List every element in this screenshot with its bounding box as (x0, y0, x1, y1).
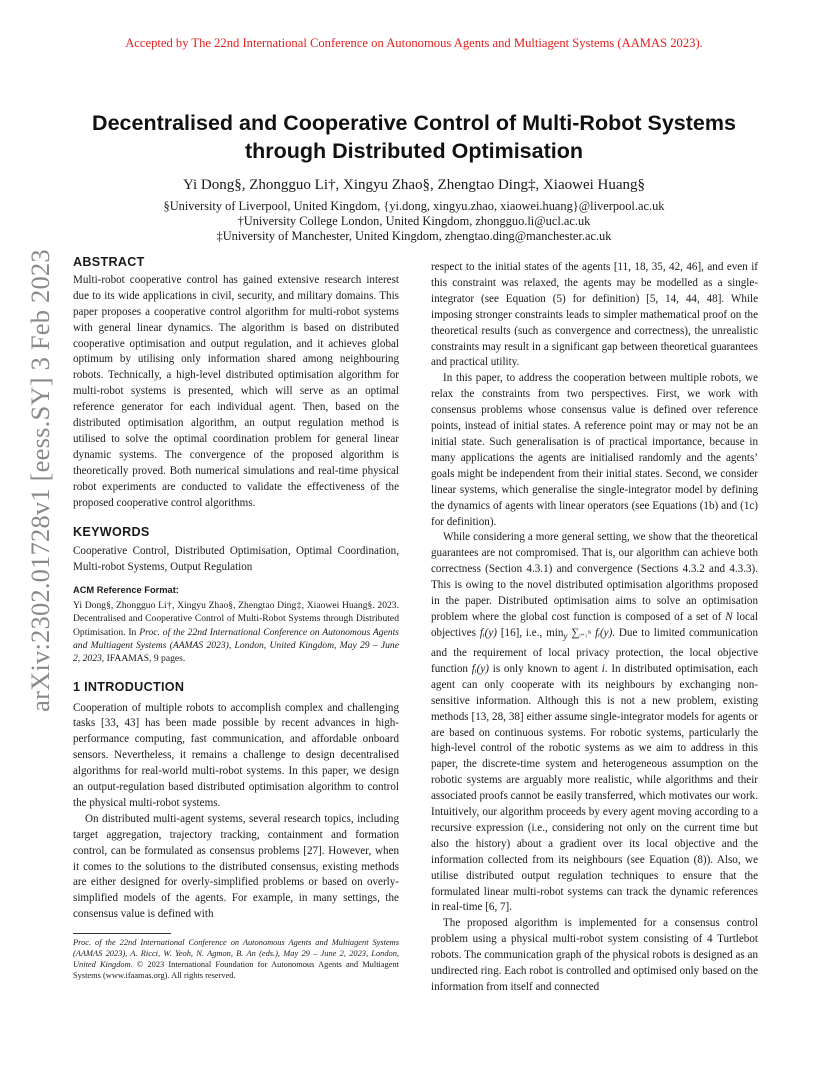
acm-reference-venue: Proc. of the 22nd International Conference on Autonomous Agents and Multiagent Systems (AAMAS 2023), London, United Kingdom, May 29 – June 2, 2023 (73, 626, 399, 665)
math-min-subscript: y (563, 632, 568, 643)
acceptance-banner: Accepted by The 22nd International Conference on Autonomous Agents and Multiagent Systems (AAMAS 2023). (125, 36, 703, 50)
acm-reference-authors: Yi Dong§, Zhongguo Li†, Xingyu Zhao§, Zhengtao Ding‡, Xiaowei Huang§. 2023. Decentralised and Cooperative Control of Multi-Robot Systems through Distributed Optimisation. In (73, 600, 399, 638)
p3-part-e: . Due to limited communication and the requirement of local privacy protection, the local objective function (431, 626, 758, 675)
p3-part-b: local objectives (431, 610, 758, 639)
paper-title (60, 109, 768, 165)
paper-title-line-1: Decentralised and Cooperative Control of Multi-Robot Systems (92, 111, 736, 135)
abstract-heading: ABSTRACT (73, 255, 145, 269)
math-i: i (601, 662, 605, 675)
p3-part-a: While considering a more general setting, we show that the theoretical guarantees are not compromised. That is, our algorithm can achieve both correctness (Section 4.3.1) and convergence (Sections 4.3.2 and 4.3.3). This is owing to the novel distributed optimisation algorithms proposed in the paper. Distributed optimisation aims to solve an optimisation problem where the global cost function is composed of a set of (431, 531, 758, 623)
p3-part-g: . In distributed optimisation, each agent can only cooperate with its neighbours by exchanging non-sensitive information. Although this is not a new problem, existing methods [13, 28, 38] either assume single-integrator models for agents or are based on continuous systems. For robotic systems, particularly the high-level control of the robotic systems as we aim to address in this paper, the discrete-time system and heterogeneous assumption on the robotic systems are arguably more realistic, while algorithms and their associated proofs cannot be easily transferred, which motivates our work. Intuitively, our algorithm proceeds by every agent moving according to a recursive expression (i.e., considering not only on the current time but also the history) about a gradient over its local objective and the information collected from its neighbours (see Equation (8)). Also, we utilise distributed output regulation techniques to ensure that the formulated linear multi-robot systems can track the dynamic references in real-time [6, 7]. (431, 662, 759, 914)
acm-reference-heading: ACM Reference Format: (73, 585, 179, 596)
left-column (73, 255, 399, 981)
keywords-heading: KEYWORDS (73, 524, 150, 539)
intro-paragraph-2: On distributed multi-agent systems, several research topics, including target aggregation, trajectory tracking, containment and formation control, can be formulated as consensus problems [27]. However, when it comes to the solutions to the distributed consensus, existing methods are either designed for overly-simplified problems or based on overly-simplified models of the agents. For example, in many settings, the consensus value is defined with (73, 812, 399, 921)
abstract-text: Multi-robot cooperative control has gained extensive research interest due to its wide applications in civil, security, and military domains. This paper proposes a cooperative control algorithm for multi-robot systems with general linear dynamics. The algorithm is based on distributed cooperative optimisation and output regulation, and it achieves global optimum by utilising only information shared among neighbouring robots. Technically, a high-level distributed optimisation algorithm for multi-robot systems is presented, which will serve as an optimal reference generator for each individual agent. Then, based on the distributed optimisation algorithm, an output regulation method is utilised to solve the optimal coordination problem for general linear dynamic systems. The convergence of the proposed algorithm is theoretically proved. Both numerical simulations and real-time physical robot experiments are conducted to validate the effectiveness of the proposed cooperative control algorithms. (73, 273, 399, 509)
right-paragraph-1: respect to the initial states of the agents [11, 18, 35, 42, 46], and even if this constraint was relaxed, the agents may be modelled as a single-integrator (see Equation (5) for definition) [5, 14, 44, 48]. While imposing stronger constraints leads to simpler mathematical proof on the theoretical results (such as convergence and correctness), the unrealistic constraints may result in a significant gap between theoretical guarantees and practical utility. (431, 261, 758, 369)
arxiv-identifier-text: arXiv:2302.01728v1 [eess.SY] 3 Feb 2023 (24, 248, 55, 712)
author-list: Yi Dong§, Zhongguo Li†, Xingyu Zhao§, Zhengtao Ding‡, Xiaowei Huang§ (182, 177, 646, 193)
affiliation-manchester: ‡University of Manchester, United Kingdom, zhengtao.ding@manchester.ac.uk (216, 229, 612, 243)
math-sum-limits: ᵢ₌₁ᴺ (579, 628, 592, 638)
intro-paragraph-1: Cooperation of multiple robots to accomplish complex and challenging tasks [33, 43] has been made possible by recent advances in high-performance computing, fast communication, and affordable onboard sensors. Nevertheless, it remains a challenge to design decentralised algorithms for real-world multi-robot systems. In this paper, we design an output-regulation based distributed optimisation algorithm to control the physical multi-robot systems. (73, 701, 399, 809)
acm-reference-text (73, 599, 399, 665)
right-paragraph-3 (431, 530, 758, 916)
footnote-proceedings: Proc. of the 22nd International Conference on Autonomous Agents and Multiagent Systems (AAMAS 2023), A. Ricci, W. Yeoh, N. Agmon, B. An (eds.), May 29 – June 2, 2023, London, United Kingdom (73, 938, 399, 970)
right-paragraph-4: The proposed algorithm is implemented for a consensus control problem using a physical multi-robot system consisting of 4 Turtlebot robots. The communication graph of the physical robots is designed as an undirected ring. Each robot is controlled and optimised only based on the information from itself and connected (431, 917, 758, 993)
math-sum-symbol: ∑ (567, 626, 580, 639)
keywords-text: Cooperative Control, Distributed Optimisation, Optimal Coordination, Multi-robot Systems, Output Regulation (73, 545, 399, 574)
acm-reference-tail: , IFAAMAS, 9 pages. (101, 653, 186, 665)
math-fi-y-2: fᵢ(y) (591, 626, 613, 639)
math-fi-y-3: fᵢ(y) (471, 662, 489, 675)
math-fi-y: fᵢ(y) (479, 626, 497, 639)
right-column (431, 260, 758, 996)
affiliation-liverpool: §University of Liverpool, United Kingdom, {yi.dong, xingyu.zhao, xiaowei.huang}@liverpool.ac.uk (163, 199, 665, 213)
p3-part-f: is only known to agent (488, 662, 602, 675)
copyright-footnote (73, 937, 399, 981)
footnote-rule (73, 933, 171, 934)
arxiv-identifier (23, 248, 57, 712)
introduction-heading: 1 INTRODUCTION (73, 679, 185, 694)
p3-part-c: [16], i.e., min (496, 626, 564, 639)
right-paragraph-2: In this paper, to address the cooperation between multiple robots, we relax the constraints from two perspectives. First, we work with consensus problems whose consensus value is defined over reference points, instead of initial states. A reference point may or may not be an initial state. Such generalisation is of practical importance, because in many applications the agents are initialised randomly and the agents’ goals might be independent from their initial states. Second, we consider linear systems, which generalise the single-integrator model by defining the dynamics of agents with linear operators (see Equations (1b) and (1c) for definition). (431, 372, 758, 528)
paper-title-line-2: through Distributed Optimisation (244, 139, 583, 163)
math-n: N (725, 610, 733, 623)
footnote-copyright: . © 2023 International Foundation for Autonomous Agents and Multiagent Systems (www.ifaamas.org). All rights reserved. (73, 960, 399, 981)
affiliation-ucl: †University College London, United Kingdom, zhongguo.li@ucl.ac.uk (237, 214, 591, 228)
